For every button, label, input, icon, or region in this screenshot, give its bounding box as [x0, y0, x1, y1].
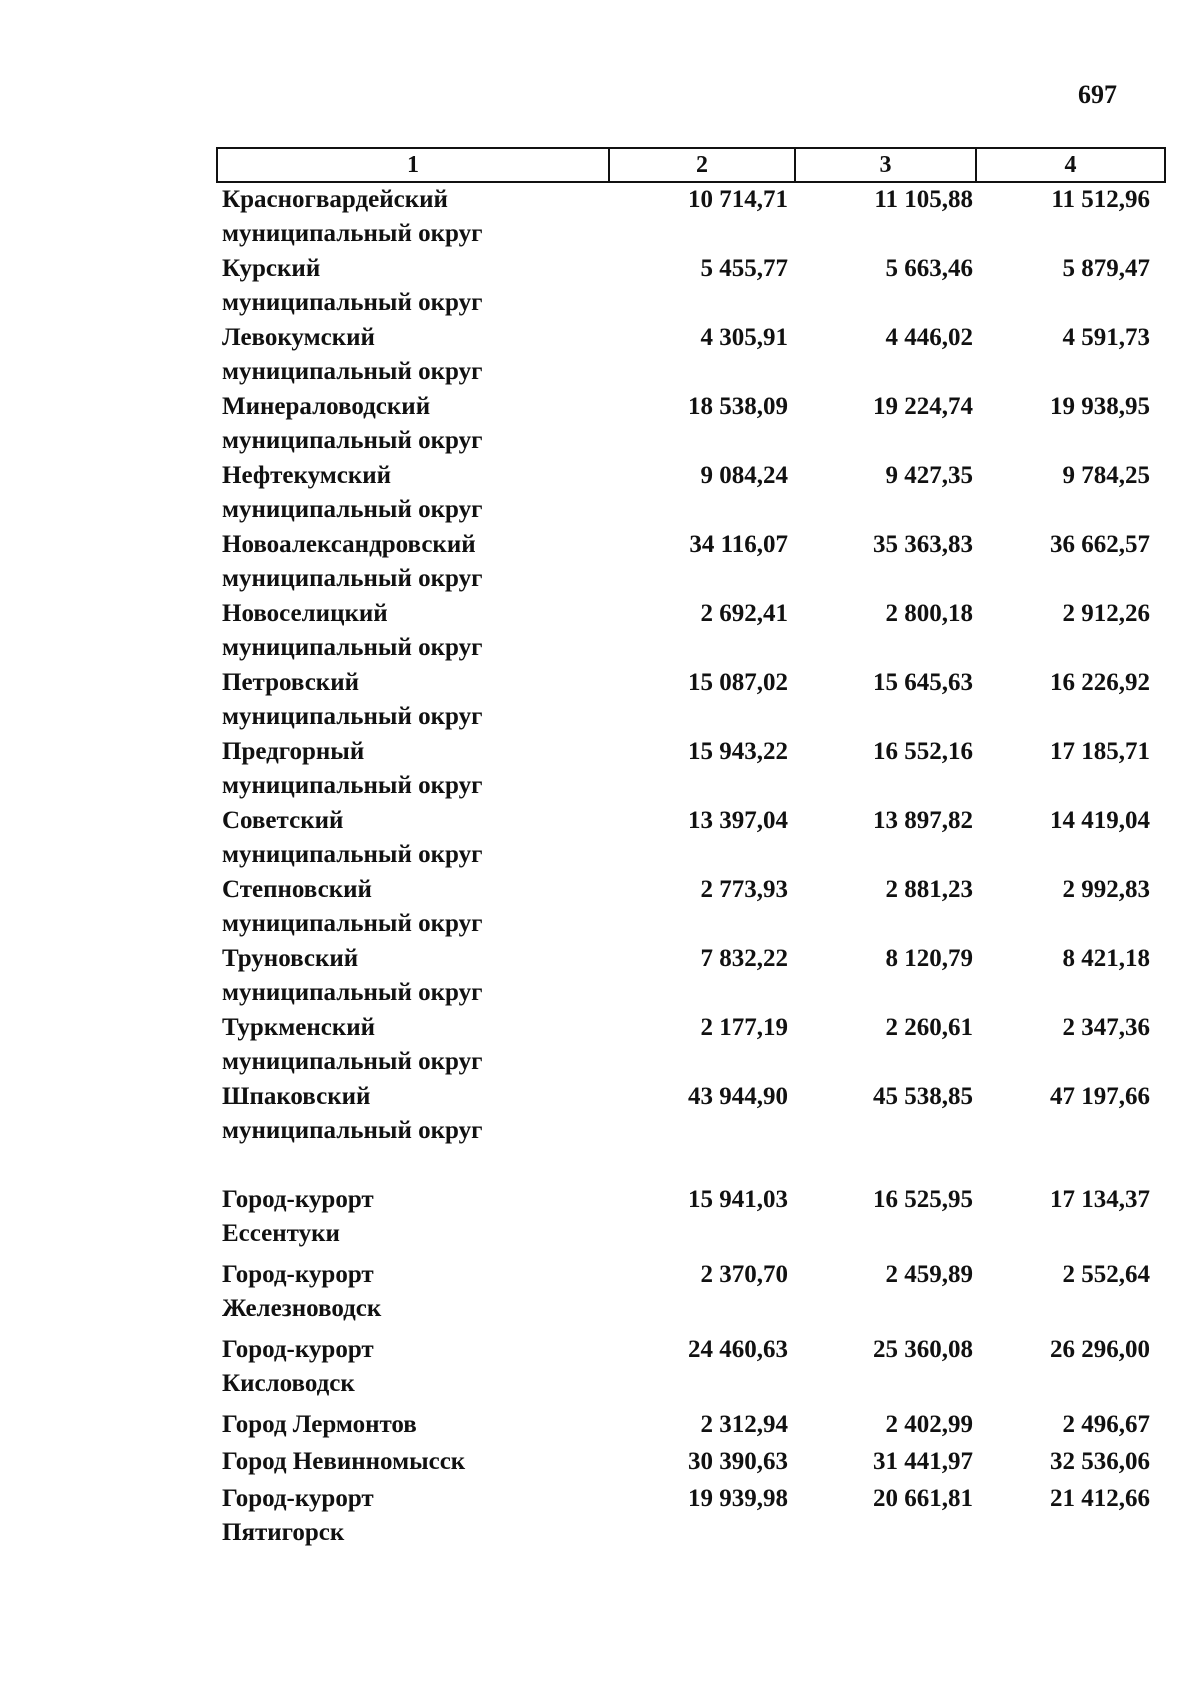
- table-row: [216, 1080, 1166, 1149]
- row-value-col2: 30 390,63: [688, 1448, 788, 1475]
- row-value-col2: 9 084,24: [700, 462, 788, 489]
- row-value-col4: 47 197,66: [1050, 1083, 1150, 1110]
- row-name: Курский муниципальный округ: [222, 255, 483, 316]
- table-row: [216, 528, 1166, 597]
- row-value-col4: 17 134,37: [1050, 1186, 1150, 1213]
- table-row: [216, 1183, 1166, 1258]
- table-row: [216, 804, 1166, 873]
- row-name: Труновский муниципальный округ: [222, 945, 483, 1006]
- row-name: Новоалександровский муниципальный округ: [222, 531, 483, 592]
- row-value-col2: 15 087,02: [688, 669, 788, 696]
- column-header-3: 3: [796, 149, 977, 181]
- row-value-col2: 43 944,90: [688, 1083, 788, 1110]
- row-value-col3: 4 446,02: [885, 324, 973, 351]
- row-value-col4: 11 512,96: [1051, 186, 1150, 213]
- row-value-col4: 32 536,06: [1050, 1448, 1150, 1475]
- row-value-col2: 2 177,19: [700, 1014, 788, 1041]
- row-name: Город-курорт Кисловодск: [222, 1336, 374, 1397]
- row-value-col2: 10 714,71: [688, 186, 788, 213]
- page-number: 697: [1078, 80, 1117, 109]
- row-value-col2: 2 692,41: [700, 600, 788, 627]
- row-value-col3: 2 800,18: [885, 600, 973, 627]
- row-value-col3: 11 105,88: [874, 186, 973, 213]
- row-value-col4: 36 662,57: [1050, 531, 1150, 558]
- row-value-col2: 5 455,77: [700, 255, 788, 282]
- row-value-col3: 8 120,79: [885, 945, 973, 972]
- row-value-col3: 9 427,35: [885, 462, 973, 489]
- row-value-col2: 18 538,09: [688, 393, 788, 420]
- row-name: Предгорный муниципальный округ: [222, 738, 483, 799]
- table-row: [216, 942, 1166, 1011]
- table-row: [216, 252, 1166, 321]
- row-value-col4: 9 784,25: [1062, 462, 1150, 489]
- table-body: [216, 183, 1166, 1556]
- table-row: [216, 1408, 1166, 1445]
- table-row: [216, 1258, 1166, 1333]
- table-row: [216, 321, 1166, 390]
- row-value-col4: 5 879,47: [1062, 255, 1150, 282]
- row-value-col4: 4 591,73: [1062, 324, 1150, 351]
- row-value-col2: 34 116,07: [689, 531, 788, 558]
- row-name: Город Лермонтов: [222, 1411, 417, 1438]
- row-value-col3: 13 897,82: [873, 807, 973, 834]
- row-name: Новоселицкий муниципальный округ: [222, 600, 483, 661]
- row-value-col4: 2 496,67: [1062, 1411, 1150, 1438]
- row-value-col2: 4 305,91: [700, 324, 788, 351]
- table-row: [216, 735, 1166, 804]
- row-name: Туркменский муниципальный округ: [222, 1014, 483, 1075]
- row-value-col3: 2 881,23: [885, 876, 973, 903]
- row-value-col2: 2 370,70: [700, 1261, 788, 1288]
- row-value-col2: 15 943,22: [688, 738, 788, 765]
- row-name: Степновский муниципальный округ: [222, 876, 483, 937]
- row-value-col3: 2 402,99: [885, 1411, 973, 1438]
- row-value-col3: 31 441,97: [873, 1448, 973, 1475]
- row-value-col2: 2 773,93: [700, 876, 788, 903]
- row-value-col2: 7 832,22: [700, 945, 788, 972]
- row-value-col2: 24 460,63: [688, 1336, 788, 1363]
- row-name: Город Невинномысск: [222, 1448, 466, 1475]
- row-name: Город-курорт Пятигорск: [222, 1485, 374, 1546]
- table-row: [216, 183, 1166, 252]
- row-name: Красногвардейский муниципальный округ: [222, 186, 483, 247]
- row-value-col2: 13 397,04: [688, 807, 788, 834]
- data-table: [216, 147, 1166, 1556]
- row-value-col4: 2 912,26: [1062, 600, 1150, 627]
- row-value-col3: 19 224,74: [873, 393, 973, 420]
- table-row: [216, 1333, 1166, 1408]
- table-row: [216, 459, 1166, 528]
- row-value-col3: 16 525,95: [873, 1186, 973, 1213]
- row-name: Левокумский муниципальный округ: [222, 324, 483, 385]
- row-value-col3: 20 661,81: [873, 1485, 973, 1512]
- row-name: Шпаковский муниципальный округ: [222, 1083, 483, 1144]
- row-value-col4: 2 992,83: [1062, 876, 1150, 903]
- column-header-2: 2: [610, 149, 796, 181]
- row-value-col4: 14 419,04: [1050, 807, 1150, 834]
- row-value-col2: 15 941,03: [688, 1186, 788, 1213]
- row-value-col3: 5 663,46: [885, 255, 973, 282]
- row-value-col3: 2 459,89: [885, 1261, 973, 1288]
- row-value-col2: 19 939,98: [688, 1485, 788, 1512]
- table-row: [216, 873, 1166, 942]
- table-row: [216, 1445, 1166, 1482]
- table-header-row: [216, 147, 1166, 183]
- row-name: Петровский муниципальный округ: [222, 669, 483, 730]
- column-header-1: 1: [218, 149, 610, 181]
- row-value-col4: 8 421,18: [1062, 945, 1150, 972]
- row-value-col2: 2 312,94: [700, 1411, 788, 1438]
- row-name: Город-курорт Железноводск: [222, 1261, 382, 1322]
- row-value-col3: 16 552,16: [873, 738, 973, 765]
- row-value-col4: 26 296,00: [1050, 1336, 1150, 1363]
- table-row: [216, 1011, 1166, 1080]
- row-name: Город-курорт Ессентуки: [222, 1186, 374, 1247]
- row-value-col4: 2 552,64: [1062, 1261, 1150, 1288]
- table-row: [216, 390, 1166, 459]
- row-name: Нефтекумский муниципальный округ: [222, 462, 483, 523]
- row-value-col3: 15 645,63: [873, 669, 973, 696]
- row-value-col3: 2 260,61: [885, 1014, 973, 1041]
- row-name: Советский муниципальный округ: [222, 807, 483, 868]
- row-value-col4: 16 226,92: [1050, 669, 1150, 696]
- row-value-col4: 2 347,36: [1062, 1014, 1150, 1041]
- table-row: [216, 666, 1166, 735]
- row-value-col3: 35 363,83: [873, 531, 973, 558]
- row-value-col4: 21 412,66: [1050, 1485, 1150, 1512]
- table-row: [216, 1482, 1166, 1556]
- row-name: Минераловодский муниципальный округ: [222, 393, 483, 454]
- row-value-col4: 17 185,71: [1050, 738, 1150, 765]
- row-value-col3: 45 538,85: [873, 1083, 973, 1110]
- row-value-col4: 19 938,95: [1050, 393, 1150, 420]
- table-row: [216, 597, 1166, 666]
- row-value-col3: 25 360,08: [873, 1336, 973, 1363]
- column-header-4: 4: [1064, 151, 1077, 178]
